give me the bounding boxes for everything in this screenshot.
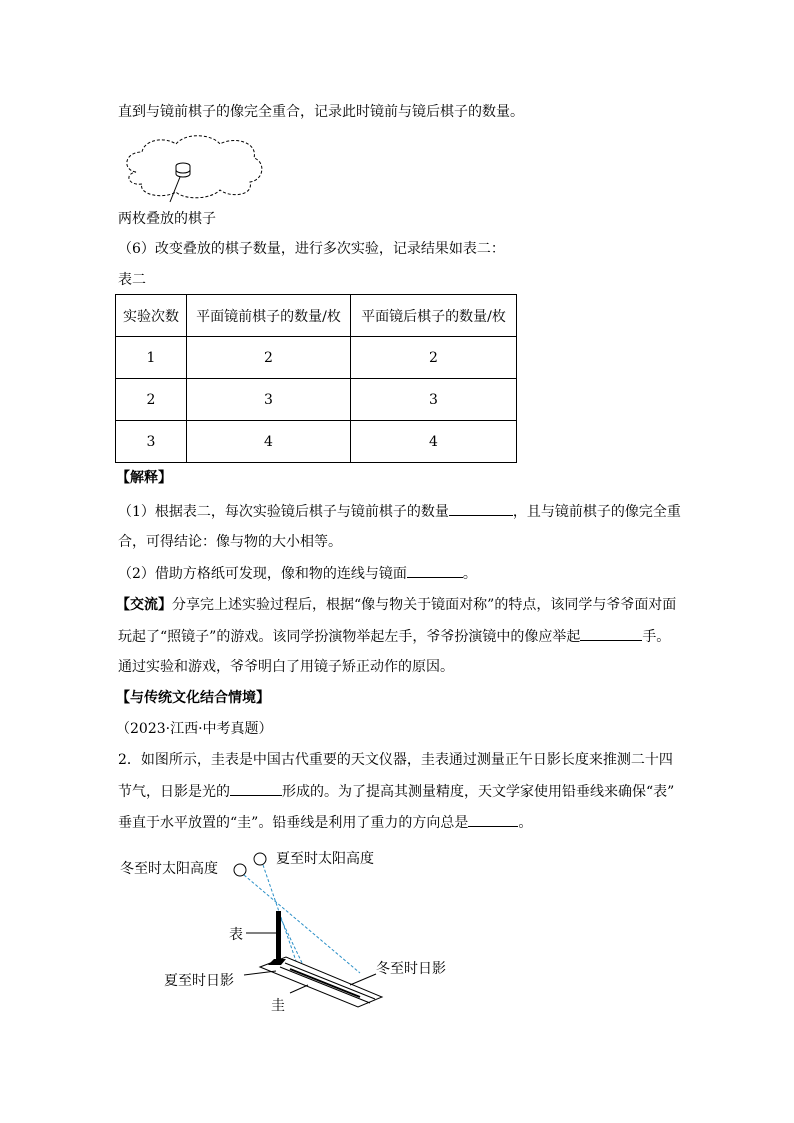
winter-sun-icon (234, 864, 246, 876)
text-span: ，且与镜前棋子的像完全重 (512, 504, 681, 520)
text-span: （2）借助方格纸可发现，像和物的连线与镜面 (118, 566, 407, 582)
table-row (116, 421, 517, 463)
summer-sun-icon (254, 853, 266, 865)
table-row (116, 337, 517, 379)
text-span: 玩起了“照镜子”的游戏。该同学扮演物举起左手，爷爷扮演镜中的像应举起 (118, 629, 581, 645)
text-line: 直到与镜前棋子的像完全重合，记录此时镜前与镜后棋子的数量。 (118, 104, 524, 120)
stacked-chess-figure (118, 130, 268, 210)
biao-pole (276, 911, 281, 965)
exchange-line (118, 626, 670, 647)
label-winter-shadow: 冬至时日影 (376, 961, 446, 977)
answer-blank[interactable] (468, 812, 518, 827)
text-span: 分享完上述实验过程后，根据“像与物关于镜面对称”的特点，该同学与爷爷面对面 (172, 597, 677, 613)
answer-blank[interactable] (449, 501, 513, 516)
table-cell: 2 (351, 337, 517, 379)
table-cell: 4 (351, 421, 517, 463)
text-line: 通过实验和游戏，爷爷明白了用镜子矫正动作的原因。 (118, 659, 454, 675)
text-span: 。 (518, 815, 533, 831)
text-span: 手。 (642, 629, 671, 645)
text-span: 。 (462, 566, 477, 582)
table-cell: 4 (187, 421, 351, 463)
table-header-row (116, 295, 517, 337)
label-winter-sun: 冬至时太阳高度 (120, 861, 218, 877)
question-2 (118, 563, 477, 584)
text-line: 合，可得结论：像与物的大小相等。 (118, 534, 342, 550)
winter-ray (244, 875, 360, 973)
text-line: （6）改变叠放的棋子数量，进行多次实验，记录结果如表二： (118, 241, 505, 257)
section-label-explain: 【解释】 (116, 470, 172, 486)
table-cell: 3 (187, 379, 351, 421)
table-header-cell: 平面镜前棋子的数量/枚 (187, 295, 351, 337)
section-heading: 【与传统文化结合情境】 (116, 690, 270, 706)
table-row (116, 379, 517, 421)
label-summer-sun: 夏至时太阳高度 (276, 851, 374, 867)
label-summer-shadow: 夏至时日影 (164, 973, 234, 989)
answer-blank[interactable] (230, 781, 282, 796)
figure-caption: 两枚叠放的棋子 (118, 211, 216, 227)
question-source: （2023·江西·中考真题） (116, 721, 273, 737)
table-header-cell: 平面镜后棋子的数量/枚 (351, 295, 517, 337)
gui-groove (280, 967, 370, 1003)
table-cell: 3 (116, 421, 187, 463)
results-table (115, 294, 517, 463)
table-cell: 2 (116, 379, 187, 421)
label-gui: 圭 (271, 998, 285, 1014)
exchange-para (116, 595, 676, 615)
text-span: （1）根据表二，每次实验镜后棋子与镜前棋子的数量 (118, 504, 449, 520)
table-cell: 2 (187, 337, 351, 379)
answer-blank[interactable] (407, 563, 463, 578)
table-cell: 3 (351, 379, 517, 421)
problem-2-line (118, 781, 674, 802)
table-cell: 1 (116, 337, 187, 379)
cloud-outline (127, 136, 262, 198)
table-header-cell: 实验次数 (116, 295, 187, 337)
problem-2-line: 2．如图所示，圭表是中国古代重要的天文仪器，圭表通过测量正午日影长度来推测二十四 (118, 752, 673, 768)
text-span: 垂直于水平放置的“圭”。铅垂线是利用了重力的方向总是 (118, 815, 469, 831)
text-span: 节气，日影是光的 (118, 784, 230, 800)
text-span: 形成的。为了提高其测量精度，天文学家使用铅垂线来确保“表” (282, 784, 675, 800)
chess-stack-icon (176, 163, 190, 177)
label-biao: 表 (229, 927, 243, 943)
table-title: 表二 (118, 272, 146, 288)
problem-2-line (118, 812, 532, 833)
question-1 (118, 501, 681, 522)
answer-blank[interactable] (580, 626, 642, 641)
section-label-exchange: 【交流】 (116, 597, 172, 613)
